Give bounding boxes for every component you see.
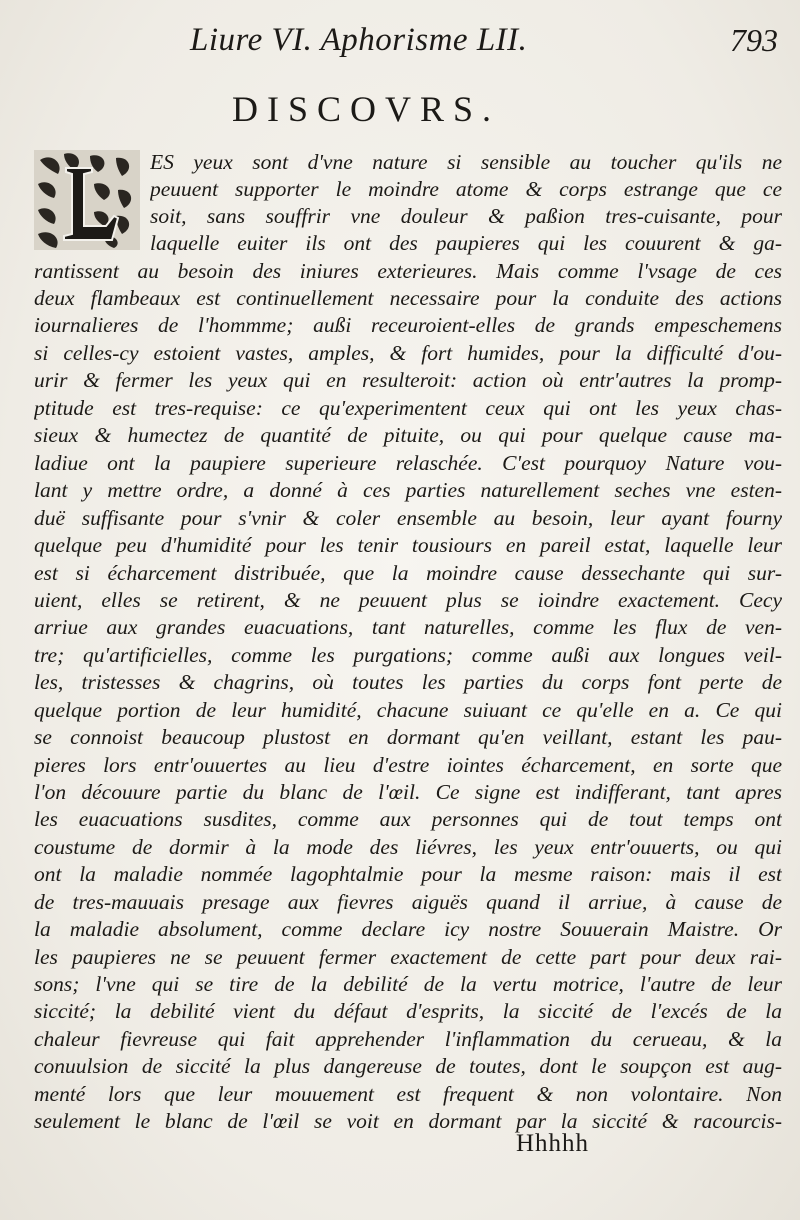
- page-number: 793: [730, 22, 778, 58]
- text-line: siccité; la debilité vient du défaut d'esprits, la siccité de l'excés de la: [34, 999, 782, 1023]
- ornamental-initial-l-icon: [34, 150, 140, 250]
- text-line: si celles-cy estoient vastes, amples, & fort humides, pour la difficulté d'ou-: [34, 341, 782, 365]
- section-title: DISCOVRS.: [232, 89, 501, 129]
- text-line: ont la maladie nommée lagophtalmie pour la mesme raison: mais il est: [34, 862, 782, 886]
- text-line: deux flambeaux est continuellement necessaire pour la conduite des actions: [34, 286, 782, 310]
- text-line: ptitude est tres-requise: ce qu'experimentent ceux qui ont les yeux chas-: [34, 396, 782, 420]
- running-head: Liure VI. Aphorisme LII.: [190, 22, 528, 58]
- text-line: coustume de dormir à la mode des liévres, les yeux entr'ouuerts, ou qui: [34, 835, 782, 859]
- text-line: chaleur fievreuse qui fait apprehender l'inflammation du cerueau, & la: [34, 1027, 782, 1051]
- text-line: conuulsion de siccité la plus dangereuse de toutes, dont le soupçon est aug-: [34, 1054, 782, 1078]
- text-line: sons; l'vne qui se tire de la debilité de la vertu motrice, l'autre de leur: [34, 972, 782, 996]
- text-line: menté lors que leur mouuement est frequent & non volontaire. Non: [34, 1082, 782, 1106]
- text-line: arriue aux grandes euacuations, tant naturelles, comme les flux de ven-: [34, 615, 782, 639]
- text-line: l'on découure partie du blanc de l'œil. Ce signe est indifferant, tant apres: [34, 780, 782, 804]
- text-line: duë suffisante pour s'vnir & coler ensemble au besoin, leur ayant fourny: [34, 506, 782, 530]
- text-line: quelque peu d'humidité pour les tenir tousiours en pareil estat, laquelle leur: [34, 533, 782, 557]
- text-line: lant y mettre ordre, a donné à ces parties naturellement seches vne esten-: [34, 478, 782, 502]
- text-line: seulement le blanc de l'œil se voit en dormant par la siccité & racourcis-: [34, 1109, 782, 1133]
- text-line: la maladie absolument, comme declare icy nostre Souuerain Maistre. Or: [34, 917, 782, 941]
- text-line: de tres-mauuais presage aux fievres aiguës quand il arriue, à cause de: [34, 890, 782, 914]
- text-line: est si écharcement distribuée, que la moindre cause dessechante qui sur-: [34, 561, 782, 585]
- text-line: ES yeux sont d'vne nature si sensible au toucher qu'ils ne: [150, 150, 782, 174]
- text-line: peuuent supporter le moindre atome & corps estrange que ce: [150, 177, 782, 201]
- text-line: rantissent au besoin des iniures exterieures. Mais comme l'vsage de ces: [34, 259, 782, 283]
- text-line: uient, elles se retirent, & ne peuuent plus se ioindre exactement. Cecy: [34, 588, 782, 612]
- catchword: Hhhhh: [516, 1130, 590, 1157]
- text-line: se connoist beaucoup plustost en dormant qu'en veillant, estant les pau-: [34, 725, 782, 749]
- text-line: les paupieres ne se peuuent fermer exactement de cette part pour deux rai-: [34, 945, 782, 969]
- text-line: les euacuations susdites, comme aux personnes qui de tout temps ont: [34, 807, 782, 831]
- text-line: urir & fermer les yeux qui en resulteroit: action où entr'autres la promp-: [34, 368, 782, 392]
- text-line: quelque portion de leur humidité, chacune suiuant ce qu'elle en a. Ce qui: [34, 698, 782, 722]
- text-line: tre; qu'artificielles, comme les purgations; comme außi aux longues veil-: [34, 643, 782, 667]
- text-line: laquelle euiter ils ont des paupieres qui les couurent & ga-: [150, 231, 782, 255]
- text-line: ladiue ont la paupiere superieure relaschée. C'est pourquoy Nature vou-: [34, 451, 782, 475]
- text-line: iournalieres de l'hommme; außi receuroient-elles de grands empeschemens: [34, 313, 782, 337]
- text-line: soit, sans souffrir vne douleur & paßion tres-cuisante, pour: [150, 204, 782, 228]
- text-line: les, tristesses & chagrins, où toutes les parties du corps font perte de: [34, 670, 782, 694]
- text-line: sieux & humectez de quantité de pituite, ou qui pour quelque cause ma-: [34, 423, 782, 447]
- text-line: pieres lors entr'ouuertes au lieu d'estre iointes écharcement, en sorte que: [34, 753, 782, 777]
